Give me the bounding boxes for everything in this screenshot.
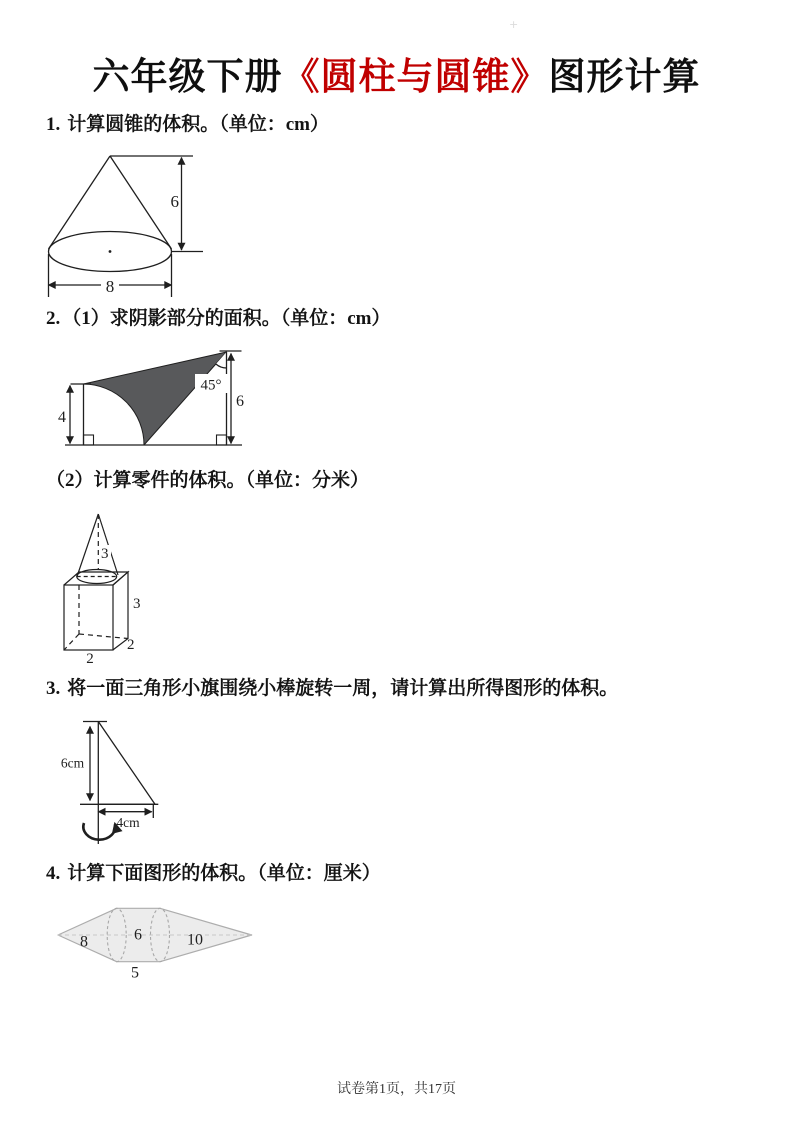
page-footer	[0, 1078, 793, 1098]
question-2b	[46, 468, 369, 494]
right-height-label: 6	[236, 393, 244, 410]
part-base-depth-label: 2	[127, 637, 135, 653]
part-base-width-label: 2	[86, 651, 94, 667]
figure-spindle-diagram	[40, 895, 270, 990]
question-1-number: 1.	[46, 114, 61, 135]
spindle-right-label: 10	[187, 931, 203, 949]
cone-diameter-label: 8	[105, 277, 115, 296]
angle-label: 45°	[200, 377, 222, 394]
spindle-left-label: 8	[80, 933, 88, 951]
question-4-text: 计算下面图形的体积。（单位：厘米）	[67, 863, 381, 884]
figure-flag-diagram	[55, 711, 225, 851]
title-part-1: 六年级下册	[92, 56, 283, 97]
flag-base-label: 4cm	[116, 815, 140, 830]
cone-height-label: 6	[170, 192, 179, 211]
title-part-2: 图形计算	[548, 56, 701, 97]
question-2a	[46, 306, 391, 332]
part-cone-height-label: 3	[101, 546, 109, 562]
spindle-diameter-label: 6	[134, 926, 142, 944]
left-height-label: 4	[58, 409, 66, 426]
spindle-length-label: 5	[131, 964, 139, 982]
footer-text: 试卷第1页，共17页	[337, 1082, 456, 1097]
figure-cone-diagram	[40, 148, 270, 304]
question-3-text: 将一面三角形小旗围绕小棒旋转一周，请计算出所得图形的体积。	[67, 678, 619, 699]
cone-outline	[49, 156, 204, 297]
question-3	[46, 676, 618, 702]
part-prism-height-label: 3	[133, 596, 141, 612]
base-center-dot	[109, 250, 112, 253]
question-1-text: 计算圆锥的体积。（单位：cm）	[67, 114, 330, 135]
question-2-number: 2.	[46, 308, 61, 329]
question-1	[46, 112, 329, 138]
rotation-arrow	[83, 823, 115, 840]
question-2a-text: （1）求阴影部分的面积。（单位：cm）	[62, 308, 391, 329]
part-outline	[64, 514, 128, 650]
title-highlight: 《圆柱与圆锥》	[282, 56, 549, 97]
figure-machine-part-diagram	[55, 503, 215, 673]
question-4-number: 4.	[46, 863, 61, 884]
flag-height-label: 6cm	[60, 755, 85, 771]
question-2b-text: （2）计算零件的体积。（单位：分米）	[46, 470, 370, 491]
watermark-artifact: +	[509, 18, 519, 31]
figure-shaded-region-diagram	[45, 344, 275, 454]
page-title	[0, 46, 793, 100]
shaded-area	[84, 352, 227, 445]
question-4	[46, 861, 381, 887]
question-3-number: 3.	[46, 678, 61, 699]
